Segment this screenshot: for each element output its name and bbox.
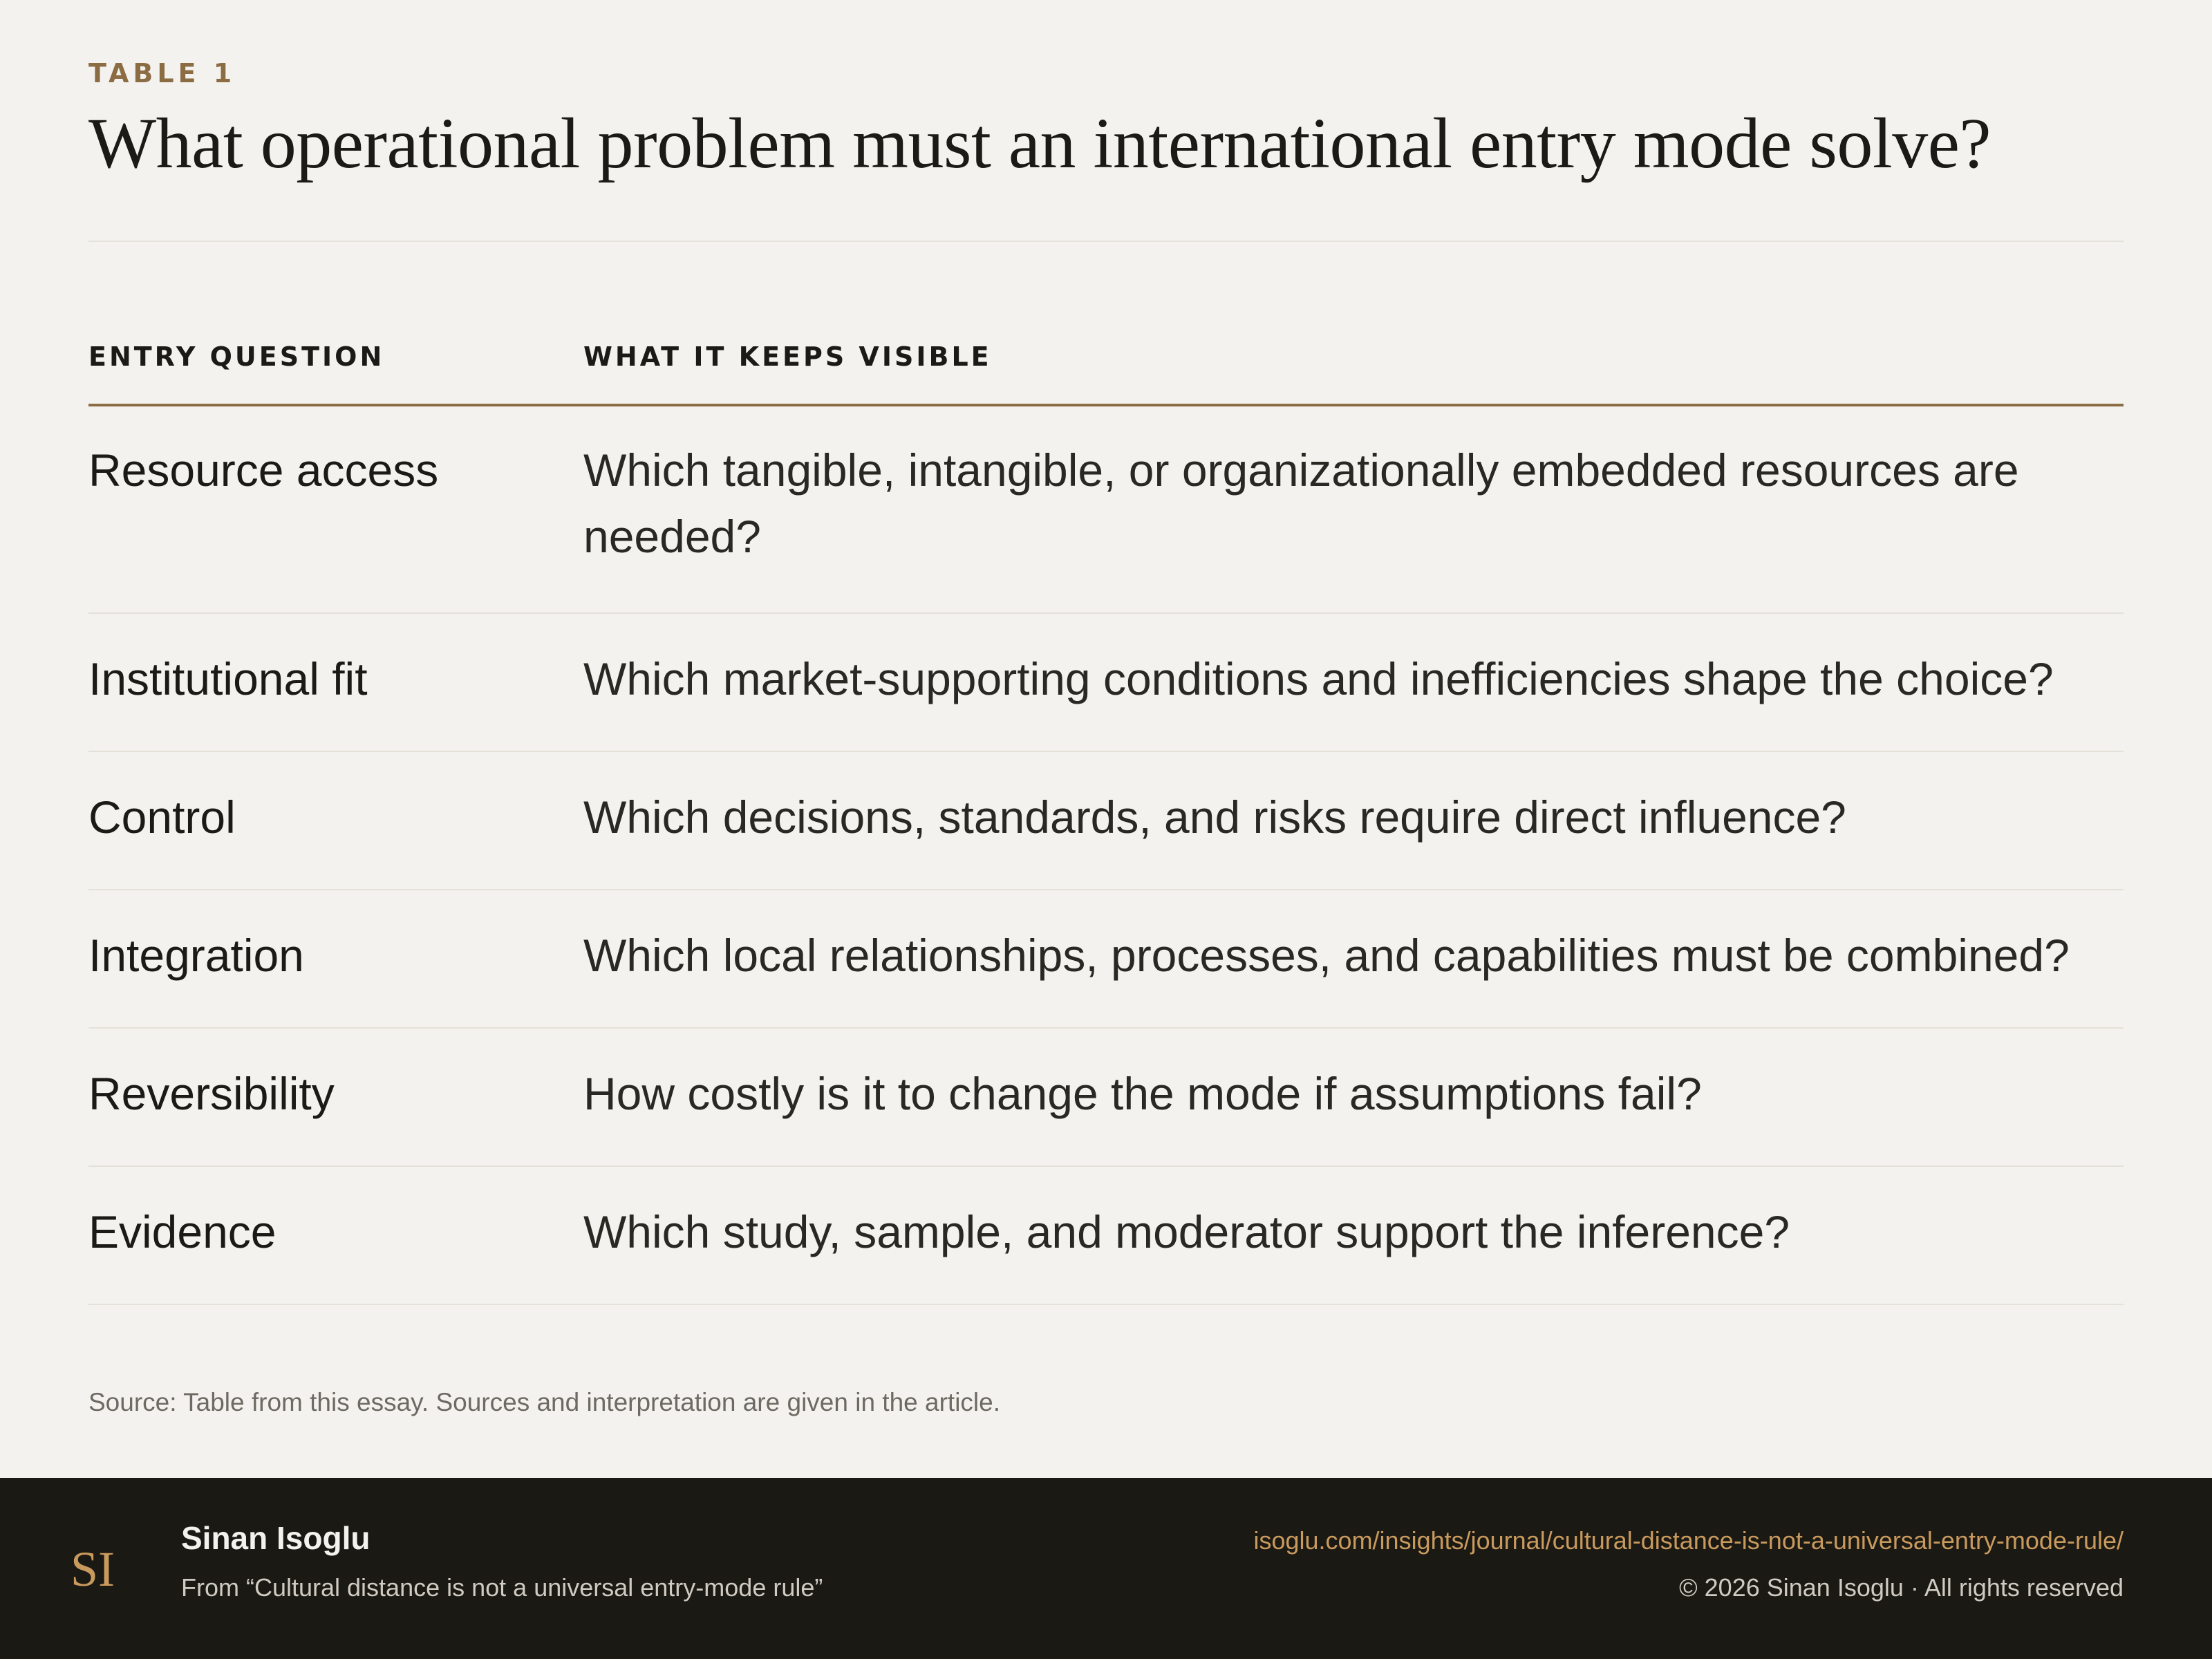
row-label: Resource access <box>88 444 439 496</box>
row-description: Which decisions, standards, and risks require direct influence? <box>583 791 1846 843</box>
column-header-what-it-keeps-visible: WHAT IT KEEPS VISIBLE <box>583 341 992 372</box>
source-note: Source: Table from this essay. Sources and interpretation are given in the article. <box>88 1388 1000 1416</box>
row-label: Evidence <box>88 1206 276 1257</box>
row-description: Which tangible, intangible, or organizationally embedded resources are needed? <box>583 444 2019 562</box>
row-label: Reversibility <box>88 1068 335 1119</box>
entry-mode-table <box>88 332 2124 1305</box>
table-row <box>88 406 2124 614</box>
row-label: Control <box>88 791 236 843</box>
table-row <box>88 614 2124 752</box>
table-header <box>88 332 2124 406</box>
article-reference: From “Cultural distance is not a universal entry-mode rule” <box>181 1573 823 1602</box>
page-title: What operational problem must an international entry mode solve? <box>88 104 1991 183</box>
row-description: Which local relationships, processes, and capabilities must be combined? <box>583 930 2070 981</box>
si-monogram-icon <box>64 1539 122 1597</box>
table-kicker: TABLE 1 <box>88 58 236 88</box>
author-name: Sinan Isoglu <box>181 1520 371 1556</box>
table-row <box>88 1167 2124 1305</box>
table-row <box>88 752 2124 890</box>
footer <box>0 1478 2212 1659</box>
table-row <box>88 1029 2124 1167</box>
row-description: Which market-supporting conditions and inefficiencies shape the choice? <box>583 653 2054 704</box>
row-description: How costly is it to change the mode if assumptions fail? <box>583 1068 1702 1119</box>
title-divider <box>88 241 2124 242</box>
row-description: Which study, sample, and moderator support the inference? <box>583 1206 1790 1257</box>
row-label: Institutional fit <box>88 653 368 704</box>
column-header-entry-question: ENTRY QUESTION <box>88 341 385 372</box>
table-row <box>88 890 2124 1029</box>
logo-monogram-text: SI <box>70 1541 115 1597</box>
row-label: Integration <box>88 930 304 981</box>
copyright-notice: © 2026 Sinan Isoglu · All rights reserved <box>1679 1573 2124 1602</box>
article-link[interactable]: isoglu.com/insights/journal/cultural-distance-is-not-a-universal-entry-mode-rule/ <box>1253 1526 2124 1555</box>
